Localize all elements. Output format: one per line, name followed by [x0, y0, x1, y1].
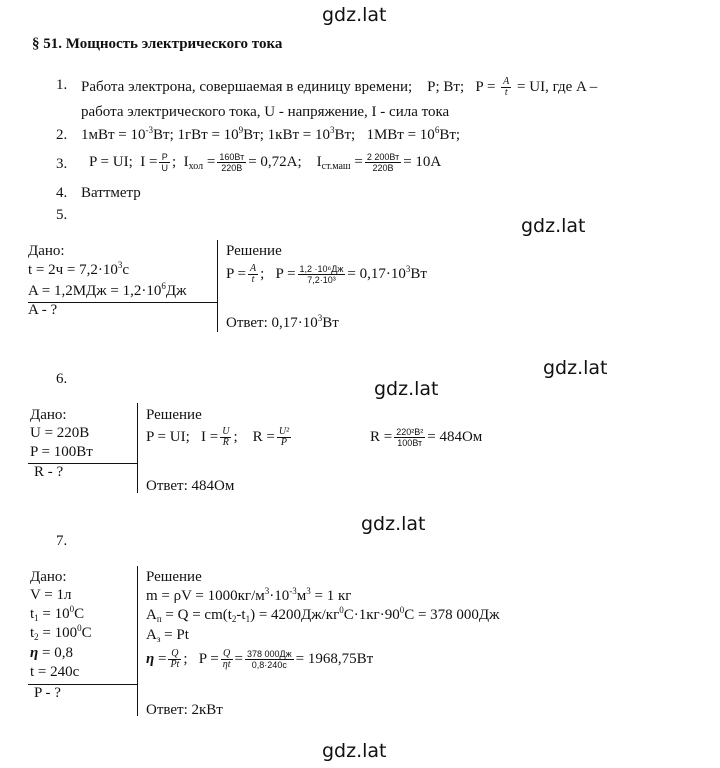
- q5-given-2: $A = 1,2МДж = 1,2\cdot 10^6Дж$: [28, 281, 187, 299]
- q5-answer: Ответ: $0,17\cdot 10^3Вт$: [226, 313, 339, 331]
- q1-line1: Работа электрона, совершаемая в единицу времени; P; Вт; P = $\frac{A}{t}$ = UI, где A –: [81, 76, 598, 98]
- q7-given-label: Дано:: [30, 569, 67, 585]
- q6-given-2: P = 100Вт: [30, 444, 93, 460]
- q7-given-4: η = 0,8: [30, 645, 73, 661]
- q5-number: 5.: [56, 207, 68, 223]
- q7-solution-4: η = $\frac{Q}{Pt}$ ; P = $\frac{Q}{\eta t}$ = $\frac{378 000Дж}{0,8\cdot 240с}$ = 1968,75Вт: [146, 648, 374, 670]
- watermark: gdz.lat: [322, 4, 387, 26]
- q5-given-1: $t = 2ч = 7,2\cdot 10^3с$: [28, 260, 130, 278]
- q1-number: 1.: [56, 77, 68, 93]
- fraction: $\frac{A}{t}$: [503, 76, 510, 98]
- q7-given-5: t = 240с: [30, 664, 80, 680]
- q6-solution-result: R = $\frac{\text{220²В²}}{100Вт}$ = 484Ом: [370, 427, 483, 448]
- q7-find: P - ?: [34, 685, 61, 701]
- q7-number: 7.: [56, 533, 68, 549]
- q7-solution-1: $m = \rho V = 1000кг/м^3\cdot 10^{-3}м^3 = 1$ кг: [146, 586, 352, 604]
- q6-solution-label: Решение: [146, 407, 202, 423]
- q4-number: 4.: [56, 185, 68, 201]
- q6-find: R - ?: [34, 464, 64, 480]
- q7-answer: Ответ: 2кВт: [146, 702, 223, 718]
- q5-solution-label: Решение: [226, 243, 282, 259]
- q7-given-3: $t_2 = 100^0С$: [30, 623, 92, 642]
- section-title: § 51. Мощность электрического тока: [32, 36, 283, 52]
- q3-line: P = UI; I = $\frac{P}{U}$ ; $I_{хол}$ = $\frac{160Вт}{220В}$ = 0,72А; $I_{ст.маш}$ = $\frac{2 200Вт}{220В}$ = 10А: [89, 152, 442, 173]
- watermark: gdz.lat: [361, 513, 426, 535]
- watermark: gdz.lat: [322, 740, 387, 762]
- q5-divider: [217, 240, 218, 332]
- q4-text: Ваттметр: [81, 185, 141, 201]
- watermark: gdz.lat: [521, 215, 586, 237]
- q6-number: 6.: [56, 371, 68, 387]
- watermark: gdz.lat: [543, 357, 608, 379]
- q7-divider: [137, 566, 138, 716]
- q7-given-1: V = 1л: [30, 587, 72, 603]
- q6-given-label: Дано:: [30, 407, 67, 423]
- q6-divider: [137, 403, 138, 493]
- q5-given-label: Дано:: [28, 243, 65, 259]
- q6-solution-line: P = UI; I = $\frac{U}{R}$ ; R = $\frac{\text{U²}}{P}$: [146, 426, 290, 448]
- q7-solution-3: $A_з = Pt$: [146, 627, 189, 644]
- q2-number: 2.: [56, 127, 68, 143]
- watermark: gdz.lat: [374, 378, 439, 400]
- q7-given-2: $t_1 = 10^0С$: [30, 604, 85, 623]
- q7-solution-label: Решение: [146, 569, 202, 585]
- q6-answer: Ответ: 484Ом: [146, 478, 235, 494]
- q5-solution-line: P = $\frac{A}{t}$ ; P = $\frac{\text{1,2 ·10⁶Дж}}{\text{7,2·10³}}$ = $0,17\cdot 10^3Вт$: [226, 263, 427, 285]
- q3-number: 3.: [56, 156, 68, 172]
- q1-line2: работа электрического тока, U - напряжение, I - сила тока: [81, 104, 450, 120]
- q6-given-1: U = 220В: [30, 425, 90, 441]
- q2-line: $1мВт = 10^{-3}Вт$; $1гВт = 10^9Вт$; $1кВт = 10^3Вт$; $1МВт = 10^6Вт$;: [81, 125, 461, 143]
- q5-find: A - ?: [28, 302, 58, 318]
- q7-solution-2: $A_п = Q = cm(t_2-t_1) = 4200Дж/кг^0С\cdot 1кг\cdot 90^0С = 378$ 000Дж: [146, 605, 500, 624]
